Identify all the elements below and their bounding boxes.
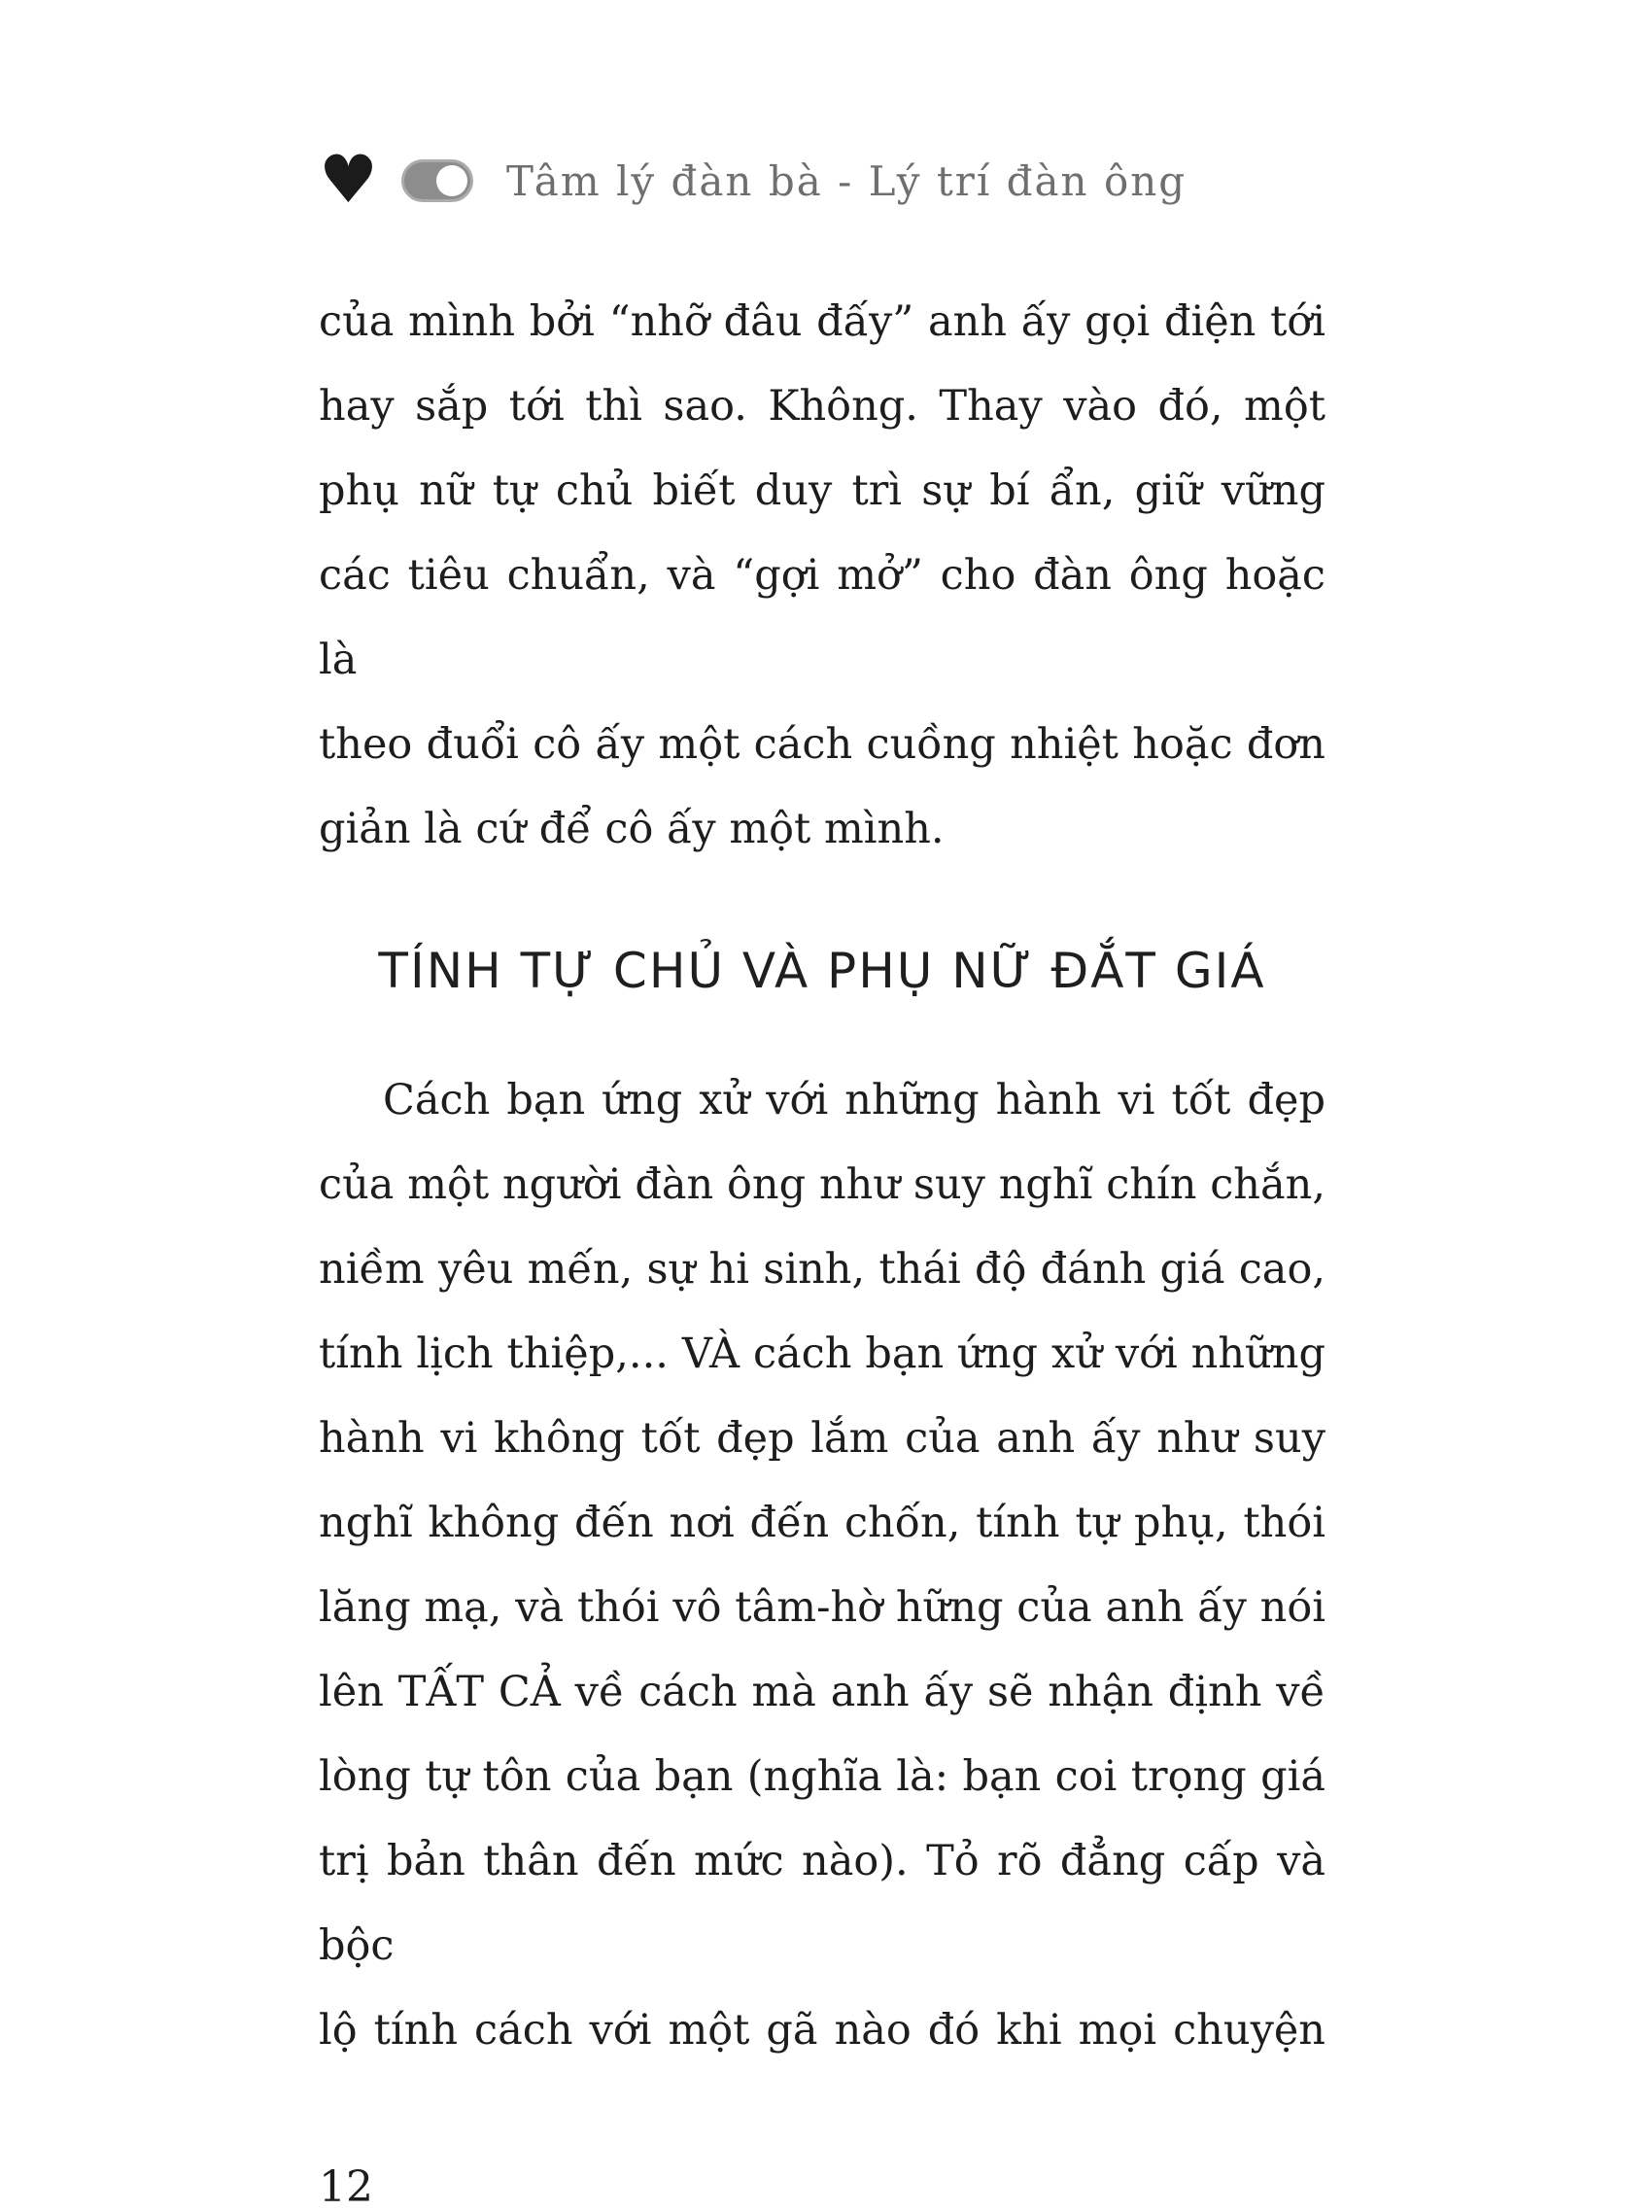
text-line: phụ nữ tự chủ biết duy trì sự bí ẩn, giữ vững bbox=[319, 467, 1325, 515]
text-line: lộ tính cách với một gã nào đó khi mọi chuyện bbox=[319, 2006, 1325, 2055]
text-line: hay sắp tới thì sao. Không. Thay vào đó, một bbox=[319, 382, 1325, 431]
text-line: nghĩ không đến nơi đến chốn, tính tự phụ, thói bbox=[319, 1499, 1325, 1547]
text-line: niềm yêu mến, sự hi sinh, thái độ đánh giá cao, bbox=[319, 1245, 1325, 1294]
toggle-icon bbox=[401, 159, 473, 202]
text-line: của một người đàn ông như suy nghĩ chín chắn, bbox=[319, 1160, 1325, 1209]
heart-icon: ♥ bbox=[319, 142, 378, 219]
text-line: theo đuổi cô ấy một cách cuồng nhiệt hoặc đơn bbox=[319, 720, 1325, 769]
running-header-title: Tâm lý đàn bà - Lý trí đàn ông bbox=[505, 156, 1187, 205]
text-line: giản là cứ để cô ấy một mình. bbox=[319, 805, 945, 853]
text-line: hành vi không tốt đẹp lắm của anh ấy như suy bbox=[319, 1414, 1325, 1463]
text-line: lăng mạ, và thói vô tâm-hờ hững của anh ấy nói bbox=[319, 1583, 1325, 1632]
text-line: Cách bạn ứng xử với những hành vi tốt đẹp bbox=[383, 1076, 1325, 1124]
section-heading: TÍNH TỰ CHỦ VÀ PHỤ NỮ ĐẮT GIÁ bbox=[378, 943, 1266, 999]
content-column bbox=[319, 142, 1325, 2212]
text-line: của mình bởi “nhỡ đâu đấy” anh ấy gọi điện tới bbox=[319, 297, 1325, 346]
text-line: lên TẤT CẢ về cách mà anh ấy sẽ nhận định về bbox=[319, 1668, 1325, 1716]
paragraph-1 bbox=[319, 280, 1325, 872]
text-line: tính lịch thiệp,... VÀ cách bạn ứng xử với những bbox=[319, 1330, 1325, 1378]
toggle-knob-icon bbox=[436, 165, 467, 196]
text-line: các tiêu chuẩn, và “gợi mở” cho đàn ông hoặc là bbox=[319, 551, 1325, 684]
page-number: 12 bbox=[319, 2162, 373, 2212]
running-header bbox=[319, 142, 1325, 219]
paragraph-2 bbox=[319, 1058, 1325, 2073]
text-line: lòng tự tôn của bạn (nghĩa là: bạn coi trọng giá bbox=[319, 1752, 1325, 1801]
text-line: trị bản thân đến mức nào). Tỏ rõ đẳng cấp và bộc bbox=[319, 1837, 1325, 1970]
